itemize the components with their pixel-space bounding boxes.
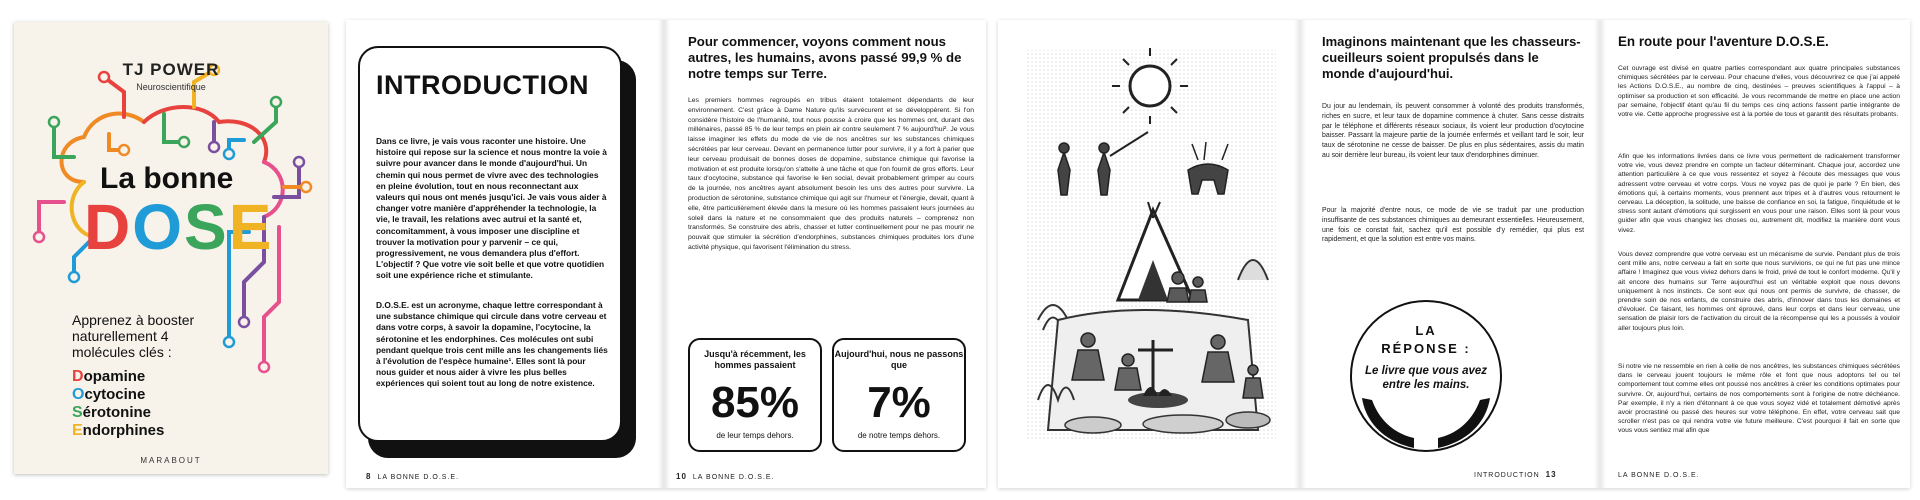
- page13-body-2: Pour la majorité d'entre nous, ce mode de vie se traduit par une production insuffisante de ces substances chimiques au demeurant essentielles. Heureusement, une fois ce constat fait, sachez qu'il est possible d'y remédier, qui plus est rapidement, et que la solution est entre vos mains.: [1322, 207, 1584, 244]
- page14-paragraph-2: Afin que les informations livrées dans ce livre vous permettent de radicalement transformer votre vie, vous devez prendre en compte un facteur déterminant. Chaque jour, accordez une attention particulière à ce que vous ressentez et soyez à l'écoute des messages que vous adressent votre cerveau et votre corps. Vous ne voyez pas de quoi je parle ? En bien, des émotions qui, à certains moments, vous prennent aux tripes et à d'autres vous retournent le cerveau. La déception, la solitude, une baisse de confiance en soi, la fatigue, l'inquiétude et le stress sont autant d'émotions qui surgissent en vous pour une raison. Elles sont là pour vous guider afin que vous changiez les choses ou, autrement dit, modifiez la manière dont vous vivez.: [1618, 153, 1900, 234]
- folio-page-10: [676, 472, 774, 481]
- intro-heading: INTRODUCTION: [376, 70, 589, 100]
- folio-number: 8: [366, 472, 372, 481]
- page10-heading: Pour commencer, voyons comment nous autres, les humains, avons passé 99,9 % de notre temps sur Terre.: [688, 34, 962, 81]
- answer-text: Le livre que vous avez entre les mains.: [1364, 365, 1488, 391]
- cover-title-letter: S: [184, 191, 229, 263]
- folio-title: LA BONNE D.O.S.E.: [377, 474, 460, 481]
- folio-page-14: [1618, 472, 1700, 479]
- molecule-name-rest: ndorphines: [82, 422, 165, 439]
- intro-box: [358, 46, 622, 442]
- cover-publisher: MARABOUT: [140, 456, 202, 465]
- spine-shadow: [1294, 20, 1306, 488]
- molecule-initial: D: [72, 368, 84, 385]
- cover-title-letter: E: [228, 191, 274, 263]
- stat-past-value: 85%: [710, 378, 800, 427]
- spread-pages-8-10: [346, 20, 986, 488]
- molecule-initial: O: [72, 386, 85, 403]
- cover-title-dose: [84, 191, 273, 263]
- folio-page-13: [1474, 470, 1557, 479]
- intro-paragraph-2: D.O.S.E. est un acronyme, chaque lettre correspondant à une substance chimique qui circule dans votre cerveau et dans votre corps, à savoir la dopamine, l'ocytocine, la sérotonine et les endorphines. Ces molécules ont subi pendant quelque trois cent mille ans les changements liés à l'évolution de l'espèce humaine¹. Elles sont là pour nous guider et nous aider à vivre les plus belles expériences qui soient tout au long de notre existence.: [376, 300, 608, 389]
- cover-title-line2: [84, 190, 273, 264]
- hunter-gatherers-illustration: [998, 20, 1298, 488]
- molecule-initial: E: [72, 422, 83, 439]
- page-illustration: [998, 20, 1298, 488]
- stat-box-past: [688, 338, 822, 452]
- answer-label: LA RÉPONSE :: [1381, 323, 1471, 356]
- molecule-initial: S: [72, 404, 83, 421]
- folio-title: LA BONNE D.O.S.E.: [1618, 472, 1700, 479]
- folio-number: 10: [676, 472, 687, 481]
- page-8: [358, 36, 654, 456]
- page13-heading: Imaginons maintenant que les chasseurs-cueilleurs soient propulsés dans le monde d'aujourd'hui.: [1322, 34, 1581, 81]
- cover-title-letter: D: [84, 191, 133, 263]
- page13-body-1: Du jour au lendemain, ils peuvent consommer à volonté des produits transformés, riches en sucre, et leur taux de dopamine commence à chuter. Sans cesse distraits par le téléphone et différents réseaux sociaux, ils voient leur production d'ocytocine baisser. Passant la majeure partie de la journée enfermés et veillant tard le soir, leur taux de sérotonine ne cesse de baisser. De plus en plus sédentaires, assis du matin au soir derrière leur bureau, ils voient leur taux d'endorphines diminuer.: [1322, 103, 1584, 159]
- cover-molecule-item: [72, 422, 164, 440]
- intro-paragraph-1: Dans ce livre, je vais vous raconter une histoire. Une histoire qui repose sur la science et nous montre la voie à suivre pour avancer dans le monde d'aujourd'hui. Un chemin qui nous permet de vivre avec des technologies en pleine évolution, tout en nous reconnectant aux valeurs qui nous ont menés jusqu'ici. Je vais vous aider à changer votre manière d'appréhender la technologie, la vie, le travail, les relations avec autrui et la santé et, concomitamment, à vous imposer une discipline et trouver la motivation pour y parvenir – ce qui, progressivement, ne vous demandera plus d'effort. L'objectif ? Que votre vie soit belle et que votre quotidien soit une expérience riche et stimulante.: [376, 136, 607, 281]
- page14-paragraph-3: Vous devez comprendre que votre cerveau est un mécanisme de survie. Pendant plus de trois cent mille ans, notre cerveau a fait en sorte que nous survivions, ce qui ne fut pas une mince affaire ! Imaginez que vous viviez dehors dans le froid, privé de tout le confort moderne. Qu'il y ait encore des humains sur Terre aujourd'hui est un véritable exploit que nous devons uniquement à nos instincts. Ce sont eux qui nous ont permis de survivre, de chasser, de prendre soin de nos enfants, de construire des abris, d'innover dans tous les domaines et d'évoluer. Ce faisant, les hommes ont éprouvé, dans leur corps et dans leur cerveau, une sensation de plaisir lors de l'activation du circuit de la récompense qui les a poussés à vouloir aller toujours plus loin.: [1618, 251, 1900, 332]
- page-10: [688, 34, 974, 464]
- folio-title: INTRODUCTION: [1474, 472, 1540, 479]
- molecule-name-rest: opamine: [83, 368, 146, 385]
- page14-paragraph-1: Cet ouvrage est divisé en quatre parties correspondant aux quatre principales substances chimiques sécrétées par le cerveau. Pour chacune d'elles, vous découvrirez ce que j'ai appelé les Actions D.O.S.E., au nombre de cinq, destinées – preuves scientifiques à l'appui – à optimiser sa production et son efficacité. Je vous recommande de mettre en place une action par semaine, l'objectif étant qu'au fil du temps ces cinq actions fassent partie intégrante de votre vie. Cette approche progressive est à la portée de tous et garantit des résultats probants.: [1618, 65, 1900, 119]
- cover-subtitle: Apprenez à booster naturellement 4 molécules clés :: [72, 312, 195, 360]
- stat-past-label: Jusqu'à récemment, les hommes passaient: [704, 349, 806, 370]
- stat-today-value: 7%: [867, 378, 931, 427]
- page10-body: Les premiers hommes regroupés en tribus étaient totalement dépendants de leur environnement. C'est grâce à Dame Nature qu'ils survécurent et se développèrent. Si l'on considère l'histoire de l'humanité, tout nous pousse à croire que les hommes ont, durant des millénaires, passé 85 % de leur temps en plein air contre seulement 7 % aujourd'hui². Je vous laisse imaginer les effets du mode de vie de nos ancêtres sur les substances chimiques sécrétées par leur cerveau. Devant en permanence lutter pour survivre, il y a fort à parier que leur cerveau produisait de bonnes doses de dopamine, substance chimique qui favorise la motivation et est produite lorsqu'on s'attelle à une tâche et que l'on fournit de gros efforts. Leur taux d'ocytocine, substance qui favorise le lien social, devait probablement grimper au cours de la journée, nos ancêtres ayant absolument besoin les uns des autres pour survivre. La production de sérotonine, substance chimique qui agit sur l'humeur et l'énergie, devait, quant à elle, être particulièrement élevée dans la mesure où les hommes passaient leurs journées au soleil dans la nature et ne consommaient que des produits naturels – comprenez non transformés. Se construire des abris, chasser et lutter continuellement pour ne pas mourir ne pouvait que stimuler la sécrétion d'endorphines, substances chimiques produites lors d'une activité physique, qui favorisent l'élimination du stress.: [688, 97, 974, 251]
- stat-box-today: [832, 338, 966, 452]
- cover-title-letter: O: [132, 191, 184, 263]
- stat-today-foot: de notre temps dehors.: [857, 431, 941, 440]
- cover-molecule-item: [72, 404, 151, 422]
- folio-number: 13: [1545, 470, 1557, 479]
- spine-shadow: [658, 20, 670, 488]
- cover-molecule-item: [72, 368, 145, 386]
- cover-title-line1: La bonne: [100, 162, 234, 195]
- spread-pages-12-14: [998, 20, 1910, 488]
- page-13: [1322, 34, 1584, 464]
- page14-paragraph-4: Si notre vie ne ressemble en rien à celle de nos ancêtres, les substances chimiques sécrétées dans le cerveau jouent toujours le même rôle et font que nous adoptons tel ou tel comportement tout comme elles ont poussé nos ancêtres à créer les conditions optimales pour survivre. Or, aujourd'hui, certains de nos comportements sont à l'origine de notre déchéance. Par exemple, il n'y a rien d'étonnant à ce que vous soyez vidé et totalement démotivé après avoir procrastiné ou passé des heures sur votre téléphone. En effet, votre cerveau sait que scroller n'est pas ce qui rendra votre vie future meilleure. C'est pourquoi il fait en sorte que vous vous sentiez mal afin que: [1618, 363, 1900, 435]
- molecule-name-rest: cytocine: [84, 386, 146, 403]
- open-hands-icon: [1356, 394, 1496, 454]
- cover-author-role: Neuroscientifique: [136, 82, 206, 92]
- cover-molecule-item: [72, 386, 145, 404]
- folio-page-8: [366, 472, 459, 481]
- molecule-name-rest: érotonine: [82, 404, 152, 421]
- page14-heading: En route pour l'aventure D.O.S.E.: [1618, 34, 1829, 49]
- folio-title: LA BONNE D.O.S.E.: [692, 474, 775, 481]
- book-cover: [14, 22, 328, 474]
- page-14: [1618, 34, 1900, 470]
- spine-shadow: [1594, 20, 1606, 488]
- cover-author: TJ POWER: [122, 60, 220, 79]
- stat-past-foot: de leur temps dehors.: [716, 431, 794, 440]
- stat-today-label: Aujourd'hui, nous ne passons que: [834, 349, 964, 370]
